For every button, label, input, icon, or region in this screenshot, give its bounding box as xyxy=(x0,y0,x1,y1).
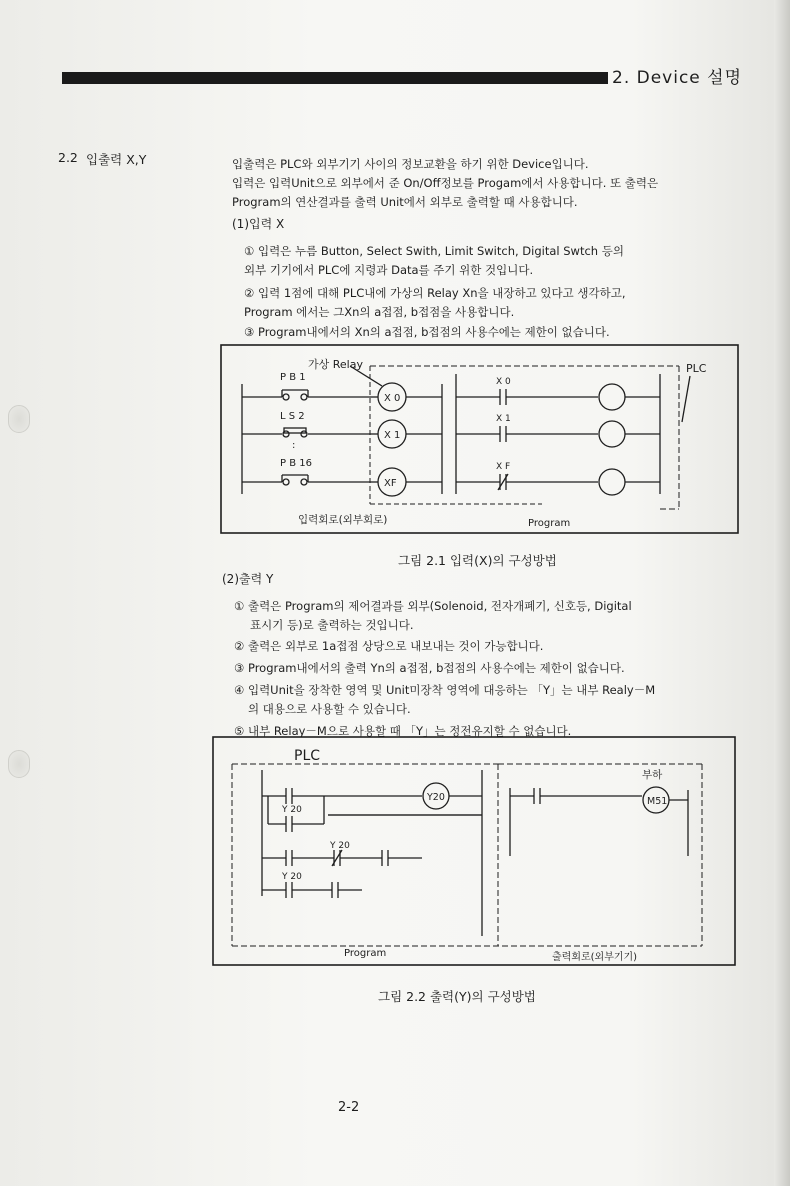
program-label: Program xyxy=(528,518,571,529)
ellipsis-mark: : xyxy=(292,440,296,451)
program-label: Program xyxy=(344,948,387,959)
relay-label: X 0 xyxy=(384,393,401,404)
output-item: ① 출력은 Program의 제어결과를 외부(Solenoid, 전자개폐기, 신호등, Digital xyxy=(234,599,632,613)
output-coil-3 xyxy=(599,469,625,495)
contact-label: Y 20 xyxy=(282,805,302,815)
switch-label: P B 16 xyxy=(280,458,312,469)
contact-label: X 0 xyxy=(496,377,511,387)
output-item: ④ 입력Unit을 장착한 영역 및 Unit미장착 영역에 대응하는 「Y」는 내부 Realy－M xyxy=(234,683,656,697)
page-edge xyxy=(774,0,790,1186)
input-item: ① 입력은 누름 Button, Select Swith, Limit Switch, Digital Swtch 등의 xyxy=(244,244,624,258)
input-item: ③ Program내에서의 Xn의 a접점, b접점의 사용수에는 제한이 없습니다. xyxy=(244,325,610,339)
figure-output-diagram xyxy=(212,736,738,968)
relay-label: X 1 xyxy=(384,430,401,441)
figure-2-caption: 그림 2.2 출력(Y)의 구성방법 xyxy=(378,989,536,1004)
input-item: Program 에서는 그Xn의 a접점, b접점을 사용합니다. xyxy=(244,305,515,319)
output-coil-2 xyxy=(599,421,625,447)
contact-label: X F xyxy=(496,462,511,472)
plc-label: PLC xyxy=(686,362,707,375)
output-item: 의 대용으로 사용할 수 있습니다. xyxy=(248,702,411,716)
intro-line: Program의 연산결과를 출력 Unit에서 외부로 출력할 때 사용합니다. xyxy=(232,195,578,209)
relay-label: XF xyxy=(384,478,397,489)
header-rule xyxy=(62,72,608,84)
output-coil-1 xyxy=(599,384,625,410)
chapter-title: 2. Device 설명 xyxy=(612,68,743,88)
output-item: ③ Program내에서의 출력 Yn의 a접점, b접점의 사용수에는 제한이 없습니다. xyxy=(234,661,625,675)
section-title: 입출력 X,Y xyxy=(86,152,147,167)
input-circuit-label: 입력회로(외부회로) xyxy=(298,514,388,526)
contact-label: Y 20 xyxy=(282,872,302,882)
coil-label: Y20 xyxy=(427,792,445,803)
intro-line: 입력은 입력Unit으로 외부에서 준 On/Off정보를 Progam에서 사용합니다. 또 출력은 xyxy=(232,176,659,190)
input-heading: (1)입력 X xyxy=(232,217,285,231)
input-item: 외부 기기에서 PLC에 지령과 Data를 주기 위한 것입니다. xyxy=(244,263,534,277)
virtual-relay-label: 가상 Relay xyxy=(308,358,363,371)
figure-1-caption: 그림 2.1 입력(X)의 구성방법 xyxy=(398,553,557,568)
switch-label: P B 1 xyxy=(280,372,306,383)
figure-input-diagram xyxy=(220,344,740,536)
output-item: ② 출력은 외부로 1a접점 상당으로 내보내는 것이 가능합니다. xyxy=(234,639,544,653)
plc-label: PLC xyxy=(294,748,321,764)
output-item: ⑤ 내부 Relay－M으로 사용할 때 「Y」는 정전유지할 수 없습니다. xyxy=(234,724,572,738)
load-name: M51 xyxy=(647,796,668,807)
output-heading: (2)출력 Y xyxy=(222,572,274,586)
binder-hole-top xyxy=(8,405,30,433)
load-label: 부하 xyxy=(642,769,663,781)
input-item: ② 입력 1점에 대해 PLC내에 가상의 Relay Xn을 내장하고 있다고 생각하고, xyxy=(244,286,626,300)
binder-hole-bottom xyxy=(8,750,30,778)
section-number: 2.2 xyxy=(58,150,78,165)
output-item: 표시기 등)로 출력하는 것입니다. xyxy=(250,618,414,632)
page-number: 2-2 xyxy=(338,1100,360,1115)
contact-label: Y 20 xyxy=(330,841,350,851)
switch-label: L S 2 xyxy=(280,411,305,422)
intro-line: 입출력은 PLC와 외부기기 사이의 정보교환을 하기 위한 Device입니다. xyxy=(232,157,589,171)
output-circuit-label: 출력회로(외부기기) xyxy=(552,952,638,963)
contact-label: X 1 xyxy=(496,414,511,424)
